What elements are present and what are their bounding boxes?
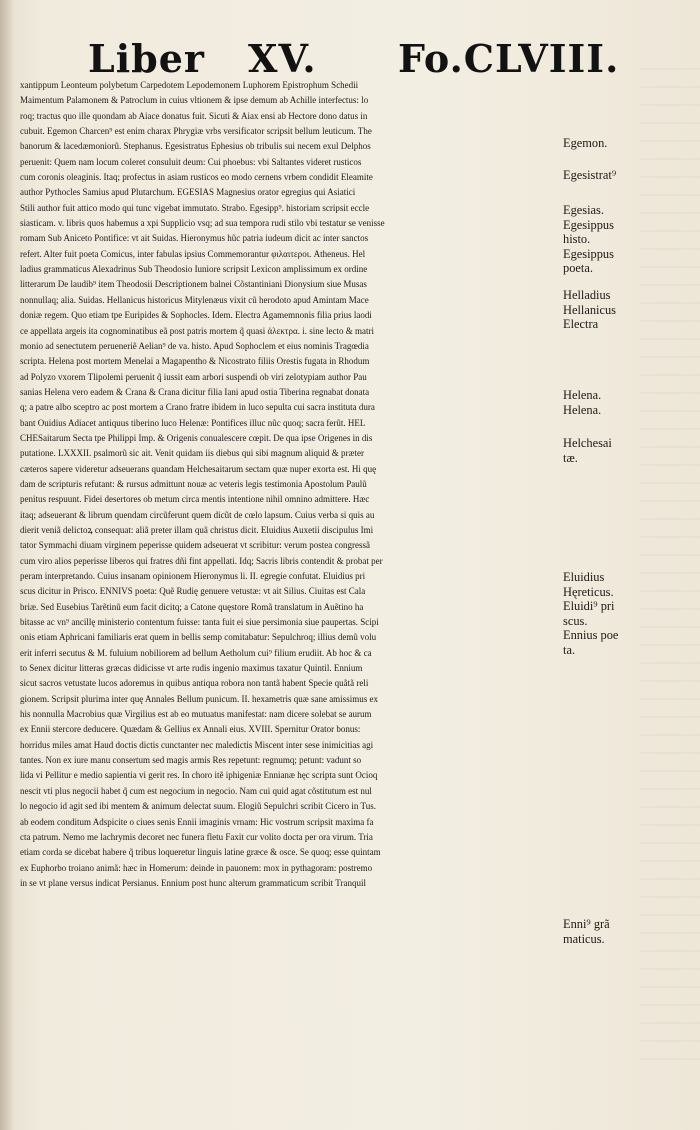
text-line: scripta. Helena post mortem Menelai a Magapentho & Nicostrato filiis Orestis fugata in Rhodum [20,356,370,367]
text-line: lo negocio id agit sed ibi mentem & animum delectat suum. Elogiũ Sepulchri scribit Cicero in Tus. [20,801,376,812]
margin-note-line: scus. [563,613,588,628]
margin-note-ennius [563,917,663,946]
main-text-column [20,78,560,891]
text-line: xantippum Leonteum polybetum Carpedotem Lepodemonem Luphorem Epistrophum Schedii [20,80,359,90]
margin-note-line: Ennius poe [563,628,619,642]
text-line: cæteros sapere videretur adseuerans quandam Helchesaitarum sectam quæ nuper exorta est. Hi quę [20,463,377,474]
margin-note-line: Enni⁹ grã [563,917,610,931]
text-line: gionem. Scripsit plurima inter quę Annales Bellum punicum. II. hexametris quæ sane amissimus ex [20,693,378,704]
header-folio-number: Fo.CLVIII. [398,36,620,81]
margin-note-line: Hellanicus [563,302,616,317]
margin-note-line: Helena. [563,402,602,417]
margin-note-line: Helladius [563,288,611,302]
margin-note-egesistratus [563,168,663,183]
text-line: litterarum De laudib⁹ item Theodosii Descriptionem balnei Cõstantiniani Dionysium siue Musas [20,279,367,290]
text-line: tantes. Non ex iure manu consertum sed magis armis Res repetunt: regnumq; petunt: vadunt so [20,755,362,766]
margin-note-line: Helena. [563,388,602,402]
text-line: Maimentum Palamonem & Patroclum in cuius vltionem & ipse demum ab Achille interfectus: lo [20,95,369,106]
margin-note-egemon [563,136,663,151]
text-line: onis etiam Aphricani familiaris erat quem in bellis semp comitabatur: Sepulchroq; illius demũ volu [20,632,377,643]
text-line: banorum & lacedæmoniorũ. Stephanus. Egesistratus Ephesius ob tribulis sui necem exul Delphos [20,141,371,152]
text-line: peruenit: Quem nam locum coleret consuluit deum: Cui phoebus: vbi Saltantes videret rusticos [20,156,362,167]
text-line: ladius grammaticus Alexadrinus Sub Theodosio Iuniore scripsit Lexicon amplissimum ex ordine [20,264,368,275]
text-line: cubuit. Egemon Charcen⁹ est enim charax Phrygiæ vrbs versificator scripsit bellum leuticum. The [20,126,372,137]
text-line: dierit veniã delictoꝝ consequat: aliã preter illam quã christus dicit. Eluidius Auxetii discipulus Imi [20,524,374,535]
text-line: tator Symmachi diuam virginem peperisse quidem adseuerat vt scribitur: verum postea congressã [20,540,370,551]
margin-note-line: ta. [563,642,576,657]
text-line: nonnullaq; alia. Suidas. Hellanicus historicus Mitylenæus vixit cũ herodoto apud Amintam Mace [20,294,369,305]
text-line: in se vt plane versus indicat Persianus. Ennium post hunc alterum grammaticum scribit Tranquil [20,877,366,888]
text-line: refert. Alter fuit poeta Comicus, inter fabulas ipsius Commemorantur φιλαιτεροι. Atheneus. Hel [20,248,366,259]
text-line: monio ad senectutem perueneriẽ Aelian⁹ de va. histo. Apud Sophoclem et eius nominis Tragœdia [20,340,369,351]
text-line: cum viro alios peperisse liberos qui fratres dñi fint appellati. Idq; Sacris libris contendit & probat per [20,555,383,566]
header-liber: Liber [88,36,205,81]
text-line: horridus miles amat Haud doctis dictis cunctanter nec maledictis Miscent inter sese inimicitias agi [20,739,374,750]
margin-note-helchesaitae [563,436,663,465]
margin-note-egesias [563,203,663,276]
margin-note-helladius [563,288,663,332]
gutter-shadow [0,0,14,1130]
text-line: ad Polyzo vxorem Tlipolemi peruenit q̃ iussit eam arbori suspendi ob viri zelotypiam author Pau [20,371,367,382]
text-line: romam Sub Aniceto Pontifice: vt ait Suidas. Hieronymus hũc patria iudeum dicit ac inter sanctos [20,233,369,244]
text-line: penitus respuunt. Fidei desertores ob metum circa mentis intentione nihil omnino admittere. Hæc [20,494,370,505]
text-line: sanias Helena vero eadem & Crana & Crana dicitur filia Iani apud ostia Tiberina regnabat donata [20,386,370,397]
text-line: ex Ennii stercore deducere. Quædam & Gellius ex Annali eius. XVIII. Spernitur Orator bonus: [20,724,361,735]
margin-note-line: Eluidius [563,570,605,584]
margin-note-line: Egesippus [563,246,614,261]
text-line: erit inferri secutus & M. fuluium nobiliorem ad bellum Aetholum cui⁹ filium erudiit. Ab hoc & ca [20,647,372,658]
text-line: sicut sacros vetustate lucos adoremus in quibus antiqua robora non tantã habent Specie quãtã reli [20,678,369,689]
margin-note-line: Egesistrat⁹ [563,168,617,182]
margin-note-line: maticus. [563,931,605,946]
text-line: Stili author fuit attico modo qui tunc vigebat immutato. Strabo. Egesipp⁹. historiam scripsit eccle [20,202,370,213]
text-line: itaq; adseuerant & librum quendam circũferunt quem dicũt de cœlo lapsum. Cuius verba si quis au [20,509,375,520]
text-line: bitasse ac vn⁹ ancillę ministerio contentum fuisse: tanta fuit ei siue persimonia siue paupertas. Scipi [20,617,379,628]
text-line: to Senex dicitur litteras græcas didicisse vt arte rudis ingenio maximus taxatur Quintil. Ennium [20,663,363,674]
margin-note-line: Egesippus [563,217,614,232]
text-line: q; a patre albo sceptro ac post mortem a Crano fratre ibidem in luco sepulta cui sacra instituta dura [20,402,375,413]
margin-note-line: histo. [563,232,591,246]
text-line: etiam corda se dicebat habere q̃ tribus loqueretur linguis latine græce & osce. Se quoq; esse quintam [20,847,381,858]
text-line: peram interpretando. Cuius insanam opinionem Hieronymus li. II. egregie confutat. Eluidius pri [20,571,366,581]
margin-note-helena [563,388,663,417]
text-line: author Pythocles Samius apud Plutarchum. EGESIAS Magnesius orator egregius qui Asiatici [20,187,356,198]
text-line: scus dicitur in Prisco. ENNIVS poeta: Quẽ Rudię genuere vetustæ: vt ait Silius. Ciuitas est Cala [20,586,366,597]
margin-note-line: Eluidi⁹ pri [563,599,615,613]
margin-note-line: tæ. [563,450,578,465]
margin-note-eluidius [563,570,663,657]
text-line: dam de scripturis refutant: & rursus admittunt nouæ ac veteris legis testimonia Apostolum Paulũ [20,478,367,489]
margin-note-line: Egesias. [563,203,604,217]
margin-note-line: poeta. [563,261,593,275]
text-line: doniæ regem. Quo etiam tpe Euripides & Sophocles. Idem. Electra Agamemnonis filia prius laodi [20,310,372,321]
running-header [88,36,628,80]
margin-note-line: Hęreticus. [563,584,614,599]
text-line: cta patrum. Nemo me lachrymis decoret nec funera fletu Faxit cur volito docta per ora virum. Tria [20,831,373,842]
margin-note-line: Helchesai [563,436,612,450]
text-line: briæ. Sed Eusebius Tarẽtinũ eum facit dicitq; a Catone quęstore Romã translatum in Auẽtino ha [20,601,364,612]
text-line: ab eodem conditum Adspicite o ciues senis Ennii imaginis vrnam: Hic vostrum scripsit maxima fa [20,816,374,827]
text-line: bant Ouidius Adiacet antiquus tiberino luco Helenæ: Pontifices illuc nũc quoq; sacra ferũt. HEL [20,417,366,428]
text-line: roq; tractus quo ille quondam ab Aiace donatus fuit. Sicuti & Aiax ensi ab Hectore dono datus in [20,110,368,121]
text-line: his nonnulla Macrobius quæ Virgilius est ab eo mutuatus manifestat: nam dicere solebat se aurum [20,709,372,720]
margin-note-line: Electra [563,317,599,331]
text-line: cum coronis oleaginis. Itaq; profectus in asiam rusticos eo modo cernens vrbem condidit Eleamite [20,172,373,183]
text-line: ex Euphorbo troiano animã: hæc in Homerum: deinde in pauonem: mox in pythagoram: postremo [20,862,373,873]
margin-note-line: Egemon. [563,136,608,150]
header-book-number: XV. [248,36,317,81]
text-line: CHESaitarum Secta tpe Philippi Imp. & Origenis conualescere cœpit. De qua ipse Origenes in dis [20,432,373,443]
text-line: lida vi Pellitur e medio sapientia vi gerit res. In choro itẽ iphigeniæ Ennianæ hęc scripta sunt Ocioq [20,770,378,781]
text-line: nescit vti plus negocii habet q̃ cum est negocium in negocio. Nam cui quid agat cõstitutum est nul [20,785,372,796]
text-line: ce appellata argeis ita cognominatibus eã post patris mortem q̃ quasi ἀλεκτρα. i. sine lecto & matri [20,325,374,336]
text-line: siasticam. v. libris quos habemus a xpi Supplicio vsq; ad sua tempora rudi stilo vbi testatur se venisse [20,218,385,229]
text-line: putatione. LXXXII. psalmorũ sic ait. Venit quidam iis diebus qui sibi magnum aliquid & præter [20,448,365,459]
